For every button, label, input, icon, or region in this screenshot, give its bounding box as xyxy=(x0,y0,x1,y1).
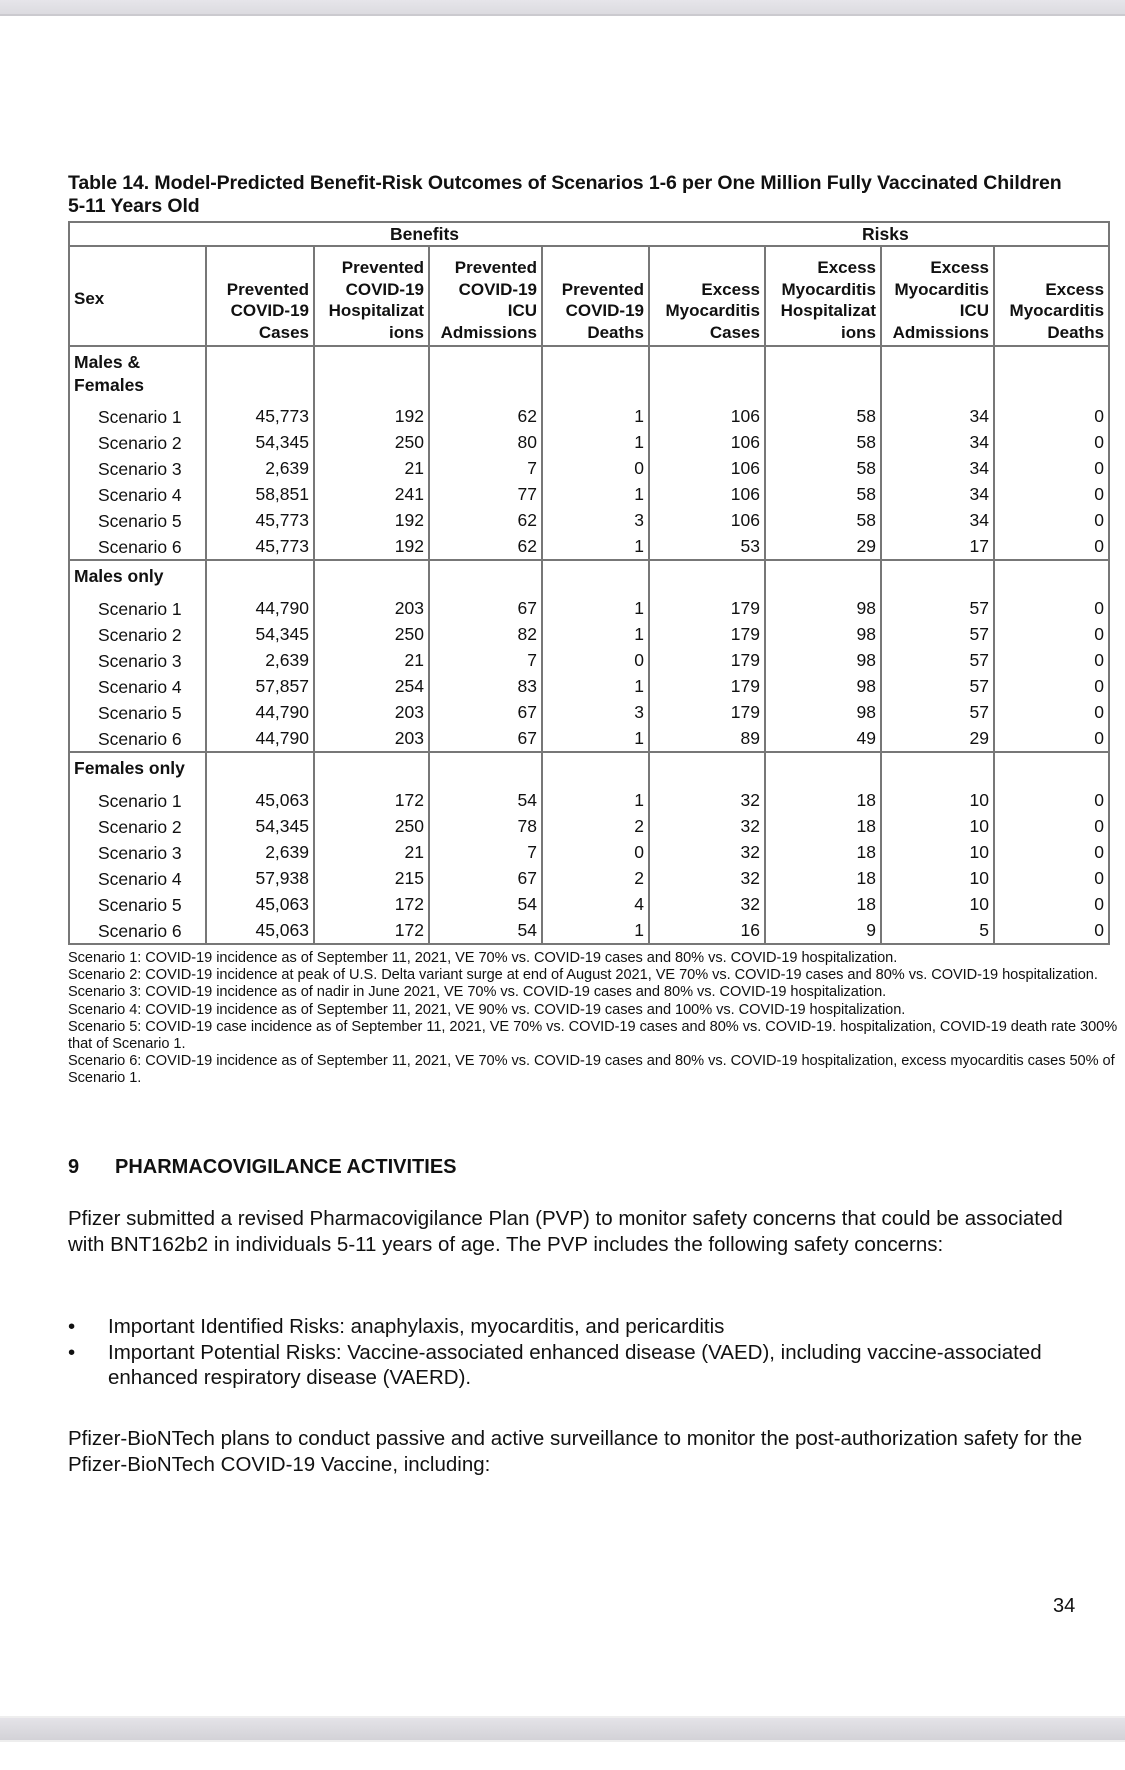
scenario-label: Scenario 2 xyxy=(69,621,206,647)
footnote: Scenario 5: COVID-19 case incidence as of September 11, 2021, VE 70% vs. COVID-19 cases and 80% vs. COVID-19. hospitalization, COVID-19 death rate 300% that of Scenario 1. xyxy=(68,1018,1118,1053)
value-cell: 10 xyxy=(881,813,994,839)
column-header-line: Cases xyxy=(258,322,309,342)
value-cell: 18 xyxy=(765,891,881,917)
table-row xyxy=(69,429,1109,455)
value-cell: 0 xyxy=(994,507,1109,533)
value-cell: 83 xyxy=(429,673,542,699)
empty-cell xyxy=(542,560,649,595)
value-cell: 179 xyxy=(649,673,765,699)
value-cell: 32 xyxy=(649,891,765,917)
value-cell: 0 xyxy=(994,725,1109,752)
list-item-text: Important Identified Risks: anaphylaxis, myocarditis, and pericarditis xyxy=(108,1315,725,1338)
column-header xyxy=(994,246,1109,346)
value-cell: 250 xyxy=(314,621,429,647)
column-header xyxy=(429,246,542,346)
column-header-line: COVID-19 xyxy=(565,301,644,320)
value-cell: 10 xyxy=(881,839,994,865)
column-header-line: ions xyxy=(841,322,876,342)
empty-cell xyxy=(649,752,765,787)
value-cell: 1 xyxy=(542,673,649,699)
column-header xyxy=(649,246,765,346)
value-cell: 34 xyxy=(881,481,994,507)
value-cell: 54 xyxy=(429,891,542,917)
bullet-icon: • xyxy=(68,1315,76,1338)
value-cell: 98 xyxy=(765,673,881,699)
value-cell: 58 xyxy=(765,481,881,507)
value-cell: 106 xyxy=(649,403,765,429)
value-cell: 57,938 xyxy=(206,865,314,891)
value-cell: 0 xyxy=(542,647,649,673)
table-row xyxy=(69,533,1109,560)
intro-paragraph: Pfizer submitted a revised Pharmacovigilance Plan (PVP) to monitor safety concerns that could be associated with BNT162b2 in individuals 5-11 years of age. The PVP includes the following safety concerns: xyxy=(68,1207,1063,1256)
section-row xyxy=(69,560,1109,595)
section-label xyxy=(69,560,206,595)
value-cell: 3 xyxy=(542,699,649,725)
value-cell: 2,639 xyxy=(206,839,314,865)
value-cell: 179 xyxy=(649,699,765,725)
column-header xyxy=(881,246,994,346)
page-number: 34 xyxy=(1053,1595,1076,1617)
value-cell: 0 xyxy=(994,403,1109,429)
value-cell: 203 xyxy=(314,595,429,621)
footnote: Scenario 6: COVID-19 incidence as of September 11, 2021, VE 70% vs. COVID-19 cases and 80% vs. COVID-19 hospitalization, excess myocarditis cases 50% of Scenario 1. xyxy=(68,1053,1115,1087)
value-cell: 0 xyxy=(994,533,1109,560)
value-cell: 53 xyxy=(649,533,765,560)
viewer-top-bar xyxy=(0,0,1125,16)
value-cell: 98 xyxy=(765,699,881,725)
table-row xyxy=(69,813,1109,839)
value-cell: 18 xyxy=(765,813,881,839)
value-cell: 2,639 xyxy=(206,455,314,481)
value-cell: 32 xyxy=(649,813,765,839)
footnote: Scenario 1: COVID-19 incidence as of September 11, 2021, VE 70% vs. COVID-19 cases and 80% vs. COVID-19 hospitalization. xyxy=(68,950,898,966)
value-cell: 98 xyxy=(765,621,881,647)
scenario-label: Scenario 1 xyxy=(69,787,206,813)
table-row xyxy=(69,507,1109,533)
benefits-group-header: Benefits xyxy=(390,224,460,244)
value-cell: 98 xyxy=(765,647,881,673)
value-cell: 67 xyxy=(429,865,542,891)
value-cell: 18 xyxy=(765,839,881,865)
column-header-line: ions xyxy=(389,322,424,342)
scenario-label: Scenario 1 xyxy=(69,595,206,621)
section-label-line: Males only xyxy=(74,566,164,586)
column-header-line: Deaths xyxy=(587,322,644,342)
empty-cell xyxy=(881,346,994,403)
value-cell: 7 xyxy=(429,839,542,865)
value-cell: 179 xyxy=(649,595,765,621)
empty-cell xyxy=(314,752,429,787)
value-cell: 10 xyxy=(881,891,994,917)
value-cell: 2,639 xyxy=(206,647,314,673)
value-cell: 34 xyxy=(881,507,994,533)
column-header-line: Myocarditis xyxy=(781,279,876,299)
value-cell: 45,063 xyxy=(206,787,314,813)
table-footnotes xyxy=(68,950,1118,1088)
value-cell: 29 xyxy=(765,533,881,560)
column-header-line: COVID-19 xyxy=(458,279,537,299)
value-cell: 44,790 xyxy=(206,595,314,621)
value-cell: 58,851 xyxy=(206,481,314,507)
value-cell: 67 xyxy=(429,595,542,621)
column-header-line: Excess xyxy=(1045,279,1105,299)
section-label-line: Females only xyxy=(74,758,185,778)
column-header-row xyxy=(69,246,1109,346)
value-cell: 54,345 xyxy=(206,429,314,455)
value-cell: 0 xyxy=(994,621,1109,647)
value-cell: 67 xyxy=(429,699,542,725)
section-label-line: Females xyxy=(74,375,145,395)
scenario-label: Scenario 6 xyxy=(69,725,206,752)
value-cell: 1 xyxy=(542,403,649,429)
value-cell: 21 xyxy=(314,455,429,481)
empty-cell xyxy=(542,346,649,403)
table-row xyxy=(69,787,1109,813)
value-cell: 172 xyxy=(314,787,429,813)
viewer-bottom-bar xyxy=(0,1716,1125,1742)
safety-concerns-list xyxy=(68,1314,1098,1391)
value-cell: 192 xyxy=(314,507,429,533)
empty-cell xyxy=(429,752,542,787)
table-row xyxy=(69,621,1109,647)
value-cell: 1 xyxy=(542,429,649,455)
scenario-label: Scenario 3 xyxy=(69,839,206,865)
value-cell: 192 xyxy=(314,403,429,429)
section-label xyxy=(69,346,206,403)
value-cell: 57 xyxy=(881,647,994,673)
column-header xyxy=(765,246,881,346)
table-row xyxy=(69,403,1109,429)
value-cell: 203 xyxy=(314,725,429,752)
value-cell: 16 xyxy=(649,917,765,944)
column-header-line: Admissions xyxy=(892,322,989,342)
column-header-line: ICU xyxy=(959,301,989,320)
value-cell: 2 xyxy=(542,865,649,891)
value-cell: 0 xyxy=(994,891,1109,917)
value-cell: 179 xyxy=(649,647,765,673)
value-cell: 5 xyxy=(881,917,994,944)
table-row xyxy=(69,481,1109,507)
column-header-line: Prevented xyxy=(454,258,537,277)
column-header xyxy=(206,246,314,346)
value-cell: 45,773 xyxy=(206,403,314,429)
value-cell: 45,063 xyxy=(206,917,314,944)
value-cell: 0 xyxy=(994,917,1109,944)
empty-cell xyxy=(206,560,314,595)
value-cell: 45,773 xyxy=(206,507,314,533)
value-cell: 44,790 xyxy=(206,699,314,725)
list-item-text: Important Potential Risks: Vaccine-associated enhanced disease (VAED), including vaccine-associated enhanced respiratory disease (VAERD). xyxy=(108,1340,1042,1389)
section-label-line: Males & xyxy=(74,352,141,372)
table-row xyxy=(69,647,1109,673)
column-header-line: Prevented xyxy=(341,258,424,277)
value-cell: 0 xyxy=(994,481,1109,507)
value-cell: 18 xyxy=(765,865,881,891)
table-row xyxy=(69,839,1109,865)
value-cell: 98 xyxy=(765,595,881,621)
empty-cell xyxy=(542,752,649,787)
value-cell: 77 xyxy=(429,481,542,507)
value-cell: 17 xyxy=(881,533,994,560)
surveillance-paragraph: Pfizer-BioNTech plans to conduct passive and active surveillance to monitor the post-authorization safety for the Pfizer-BioNTech COVID-19 Vaccine, including: xyxy=(68,1427,1083,1476)
value-cell: 106 xyxy=(649,429,765,455)
value-cell: 172 xyxy=(314,891,429,917)
value-cell: 57 xyxy=(881,621,994,647)
column-header-line: COVID-19 xyxy=(345,279,424,299)
table-row xyxy=(69,455,1109,481)
value-cell: 0 xyxy=(994,455,1109,481)
value-cell: 1 xyxy=(542,621,649,647)
value-cell: 172 xyxy=(314,917,429,944)
value-cell: 0 xyxy=(994,865,1109,891)
value-cell: 2 xyxy=(542,813,649,839)
section-row xyxy=(69,752,1109,787)
value-cell: 34 xyxy=(881,455,994,481)
value-cell: 18 xyxy=(765,787,881,813)
column-header xyxy=(314,246,429,346)
value-cell: 57 xyxy=(881,595,994,621)
value-cell: 58 xyxy=(765,455,881,481)
column-header-line: Admissions xyxy=(440,322,537,342)
value-cell: 3 xyxy=(542,507,649,533)
scenario-label: Scenario 6 xyxy=(69,533,206,560)
value-cell: 62 xyxy=(429,533,542,560)
value-cell: 1 xyxy=(542,787,649,813)
value-cell: 7 xyxy=(429,647,542,673)
column-header-line: Prevented xyxy=(561,279,644,299)
value-cell: 67 xyxy=(429,725,542,752)
scenario-label: Scenario 2 xyxy=(69,429,206,455)
scenario-label: Scenario 6 xyxy=(69,917,206,944)
value-cell: 203 xyxy=(314,699,429,725)
section-number: 9 xyxy=(68,1156,80,1178)
value-cell: 1 xyxy=(542,533,649,560)
table-row xyxy=(69,725,1109,752)
empty-cell xyxy=(881,752,994,787)
value-cell: 44,790 xyxy=(206,725,314,752)
table-row xyxy=(69,917,1109,944)
value-cell: 0 xyxy=(994,595,1109,621)
table-row xyxy=(69,673,1109,699)
column-header-line: Myocarditis xyxy=(665,301,760,320)
value-cell: 1 xyxy=(542,595,649,621)
empty-cell xyxy=(429,560,542,595)
value-cell: 58 xyxy=(765,507,881,533)
empty-cell xyxy=(994,560,1109,595)
value-cell: 1 xyxy=(542,481,649,507)
value-cell: 54,345 xyxy=(206,621,314,647)
empty-cell xyxy=(765,346,881,403)
column-header-line: Myocarditis xyxy=(1009,301,1105,320)
column-header-line: Cases xyxy=(709,322,760,342)
scenario-label: Scenario 5 xyxy=(69,891,206,917)
list-item xyxy=(68,1340,1098,1391)
value-cell: 0 xyxy=(542,455,649,481)
empty-cell xyxy=(765,560,881,595)
value-cell: 4 xyxy=(542,891,649,917)
empty-cell xyxy=(649,560,765,595)
value-cell: 62 xyxy=(429,507,542,533)
empty-cell xyxy=(314,560,429,595)
value-cell: 0 xyxy=(994,787,1109,813)
value-cell: 62 xyxy=(429,403,542,429)
section-title: PHARMACOVIGILANCE ACTIVITIES xyxy=(115,1156,457,1178)
value-cell: 29 xyxy=(881,725,994,752)
value-cell: 57 xyxy=(881,673,994,699)
value-cell: 57,857 xyxy=(206,673,314,699)
value-cell: 250 xyxy=(314,429,429,455)
value-cell: 0 xyxy=(994,699,1109,725)
scenario-label: Scenario 4 xyxy=(69,673,206,699)
column-header-line: Myocarditis xyxy=(894,279,989,299)
value-cell: 7 xyxy=(429,455,542,481)
value-cell: 49 xyxy=(765,725,881,752)
value-cell: 0 xyxy=(994,647,1109,673)
value-cell: 250 xyxy=(314,813,429,839)
value-cell: 10 xyxy=(881,787,994,813)
column-header-line: Sex xyxy=(74,289,105,309)
value-cell: 0 xyxy=(994,673,1109,699)
scenario-label: Scenario 4 xyxy=(69,865,206,891)
scenario-label: Scenario 3 xyxy=(69,455,206,481)
value-cell: 0 xyxy=(994,813,1109,839)
column-header-sex xyxy=(69,246,206,346)
column-header-line: COVID-19 xyxy=(230,301,309,320)
value-cell: 192 xyxy=(314,533,429,560)
value-cell: 254 xyxy=(314,673,429,699)
value-cell: 45,063 xyxy=(206,891,314,917)
value-cell: 0 xyxy=(994,839,1109,865)
value-cell: 58 xyxy=(765,403,881,429)
value-cell: 215 xyxy=(314,865,429,891)
footnote: Scenario 3: COVID-19 incidence as of nadir in June 2021, VE 70% vs. COVID-19 cases and 80% vs. COVID-19 hospitalization. xyxy=(68,984,887,1001)
value-cell: 78 xyxy=(429,813,542,839)
scenario-label: Scenario 4 xyxy=(69,481,206,507)
value-cell: 10 xyxy=(881,865,994,891)
table-row xyxy=(69,699,1109,725)
value-cell: 0 xyxy=(994,429,1109,455)
value-cell: 106 xyxy=(649,507,765,533)
value-cell: 32 xyxy=(649,865,765,891)
scenario-label: Scenario 5 xyxy=(69,507,206,533)
scenario-label: Scenario 3 xyxy=(69,647,206,673)
value-cell: 0 xyxy=(542,839,649,865)
list-item xyxy=(68,1314,1098,1340)
value-cell: 89 xyxy=(649,725,765,752)
value-cell: 106 xyxy=(649,455,765,481)
column-header-line: Excess xyxy=(817,258,876,277)
empty-cell xyxy=(765,752,881,787)
risks-group-header: Risks xyxy=(862,224,909,244)
table-row xyxy=(69,865,1109,891)
empty-cell xyxy=(881,560,994,595)
value-cell: 179 xyxy=(649,621,765,647)
column-header-line: Prevented xyxy=(226,279,309,299)
column-header-line: Hospitalizat xyxy=(780,301,876,320)
value-cell: 45,773 xyxy=(206,533,314,560)
column-header-line: ICU xyxy=(507,301,537,320)
column-header-line: Deaths xyxy=(1047,322,1105,342)
value-cell: 54 xyxy=(429,787,542,813)
value-cell: 21 xyxy=(314,839,429,865)
footnote: Scenario 2: COVID-19 incidence at peak of U.S. Delta variant surge at end of August 2021, VE 70% vs. COVID-19 cases and 80% vs. COVID-19 hospitalization. xyxy=(68,967,1098,984)
table-row xyxy=(69,891,1109,917)
footnote: Scenario 4: COVID-19 incidence as of September 11, 2021, VE 90% vs. COVID-19 cases and 100% vs. COVID-19 hospitalization. xyxy=(68,1001,906,1018)
bullet-icon: • xyxy=(68,1340,76,1364)
value-cell: 54,345 xyxy=(206,813,314,839)
value-cell: 32 xyxy=(649,839,765,865)
column-header xyxy=(542,246,649,346)
section-heading xyxy=(68,1156,457,1179)
empty-cell xyxy=(994,752,1109,787)
scenario-label: Scenario 1 xyxy=(69,403,206,429)
scenario-label: Scenario 2 xyxy=(69,813,206,839)
table-title: Table 14. Model-Predicted Benefit-Risk Outcomes of Scenarios 1-6 per One Million Fully Vaccinated Children 5-11 Years Old xyxy=(68,172,1062,217)
column-header-line: Excess xyxy=(930,258,989,277)
value-cell: 106 xyxy=(649,481,765,507)
empty-cell xyxy=(314,346,429,403)
column-header-line: Excess xyxy=(701,279,760,299)
benefit-risk-table xyxy=(68,221,1110,945)
value-cell: 32 xyxy=(649,787,765,813)
scenario-label: Scenario 5 xyxy=(69,699,206,725)
value-cell: 80 xyxy=(429,429,542,455)
table-row xyxy=(69,595,1109,621)
empty-cell xyxy=(206,346,314,403)
value-cell: 9 xyxy=(765,917,881,944)
empty-cell xyxy=(994,346,1109,403)
empty-cell xyxy=(649,346,765,403)
value-cell: 54 xyxy=(429,917,542,944)
section-row xyxy=(69,346,1109,403)
value-cell: 57 xyxy=(881,699,994,725)
value-cell: 21 xyxy=(314,647,429,673)
column-header-line: Hospitalizat xyxy=(328,301,424,320)
value-cell: 82 xyxy=(429,621,542,647)
section-label xyxy=(69,752,206,787)
empty-cell xyxy=(429,346,542,403)
value-cell: 241 xyxy=(314,481,429,507)
empty-cell xyxy=(206,752,314,787)
value-cell: 58 xyxy=(765,429,881,455)
group-header-row xyxy=(69,222,1109,246)
value-cell: 1 xyxy=(542,725,649,752)
value-cell: 1 xyxy=(542,917,649,944)
value-cell: 34 xyxy=(881,403,994,429)
value-cell: 34 xyxy=(881,429,994,455)
